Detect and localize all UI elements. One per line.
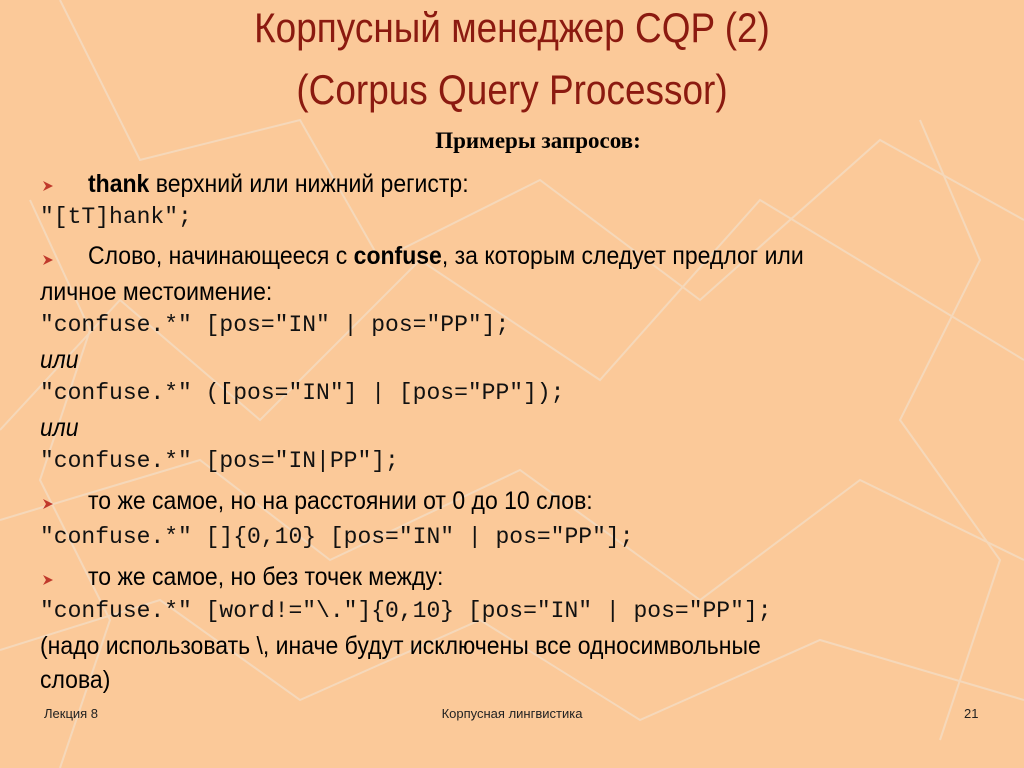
keyword-thank: thank [88, 170, 150, 198]
bullet-2-continuation: личное местоимение: [40, 278, 273, 306]
slide-subtitle: Примеры запросов: [435, 128, 641, 153]
footer-course: Корпусная лингвистика [441, 706, 583, 721]
or-label-2: или [40, 414, 79, 442]
slide-title: Корпусный менеджер CQP (2) [254, 4, 770, 51]
arrowhead-bullet-icon [40, 178, 56, 194]
bullet-2-text [88, 242, 804, 271]
code-example-2: "confuse.*" [pos="IN" | pos="PP"]; [40, 312, 510, 338]
bullet-3-text: то же самое, но на расстоянии от 0 до 10 слов: [88, 487, 593, 515]
slide-number: 21 [964, 706, 979, 721]
or-label-1: или [40, 346, 79, 374]
code-example-6: "confuse.*" [word!="\."]{0,10} [pos="IN" | pos="PP"]; [40, 598, 772, 624]
note-line-1: (надо использовать \, иначе будут исключены все односимвольные [40, 632, 761, 660]
keyword-confuse: confuse [353, 242, 442, 270]
code-example-3: "confuse.*" ([pos="IN"] | [pos="PP"]); [40, 380, 565, 406]
arrowhead-bullet-icon [40, 252, 56, 268]
note-line-2: слова) [40, 666, 111, 694]
bullet-2-desc-end: , за которым следует предлог или [441, 242, 804, 270]
arrowhead-bullet-icon [40, 496, 56, 512]
code-example-1: "[tT]hank"; [40, 204, 192, 230]
slide-title-line2: (Corpus Query Processor) [296, 66, 728, 113]
bullet-1-desc: верхний или нижний регистр: [149, 170, 469, 198]
bullet-1-text [88, 170, 469, 199]
code-example-5: "confuse.*" []{0,10} [pos="IN" | pos="PP"]; [40, 524, 634, 550]
footer-lecture: Лекция 8 [44, 706, 99, 721]
bullet-4-text: то же самое, но без точек между: [88, 563, 444, 591]
arrowhead-bullet-icon [40, 572, 56, 588]
code-example-4: "confuse.*" [pos="IN|PP"]; [40, 448, 399, 474]
bullet-2-desc-start: Слово, начинающееся с [88, 242, 354, 270]
